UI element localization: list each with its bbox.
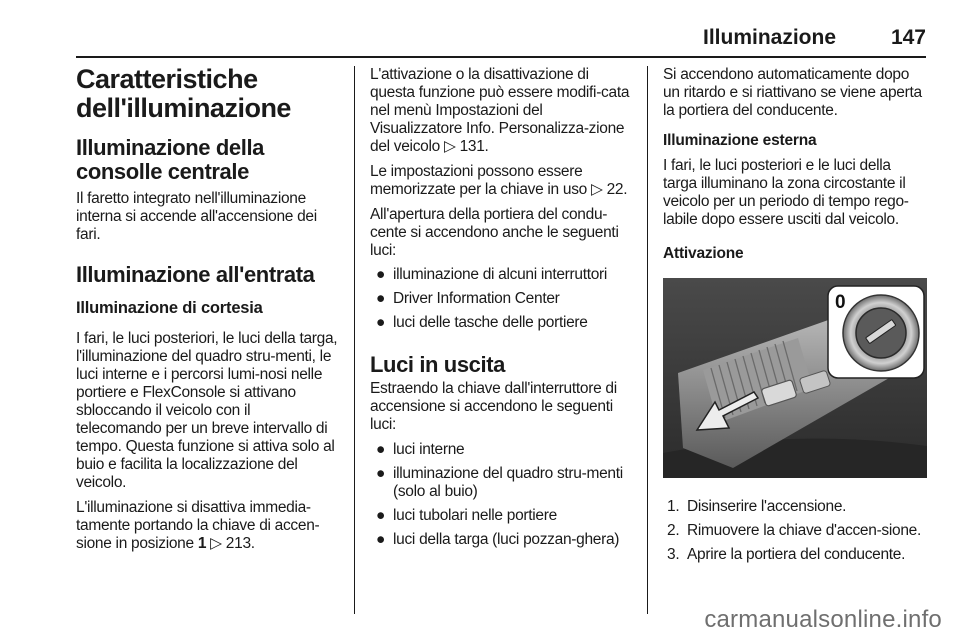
bullet-icon: ● xyxy=(376,441,386,458)
exit-heading: Luci in uscita xyxy=(370,352,505,377)
bullet-icon: ● xyxy=(376,266,386,283)
courtesy-heading: Illuminazione di cortesia xyxy=(76,299,263,317)
section-title: Caratteristiche dell'illuminazione xyxy=(76,64,291,123)
key-position: 1 xyxy=(197,535,207,552)
ignition-key-svg xyxy=(663,278,927,478)
activation-heading: Attivazione xyxy=(663,245,744,262)
header-rule xyxy=(76,56,926,58)
exit-text: Estraendo la chiave dall'interruttore di accensione si accendono le seguenti luci: xyxy=(370,380,617,433)
settings-text: L'attivazione o la disattivazione di questa funzione può essere modifi-cata nel menù Impostazioni del Visualizzatore Info. Personalizza-zione del veicolo ▷ 131. xyxy=(370,66,630,155)
page-ref: 22. xyxy=(602,181,628,198)
list-item: ● illuminazione del quadro stru-menti (solo al buio) xyxy=(376,465,623,500)
auto-text: Si accendono automaticamente dopo un ritardo e si riattivano se viene aperta la portiera del conducente. xyxy=(663,66,922,119)
console-text: Il faretto integrato nell'illuminazione interna si accende all'accensione dei fari. xyxy=(76,190,317,243)
page-ref: 131. xyxy=(455,138,489,155)
list-item: ● luci delle tasche delle portiere xyxy=(376,314,588,331)
bullet-icon: ● xyxy=(376,290,386,307)
exit-lights-list xyxy=(370,441,632,549)
watermark: carmanualsonline.info xyxy=(704,606,942,633)
list-item: ● illuminazione di alcuni interruttori xyxy=(376,266,608,283)
page-ref-arrow-icon: ▷ xyxy=(590,181,603,198)
exterior-heading: Illuminazione esterna xyxy=(663,132,817,149)
figure-label: 0 xyxy=(835,292,846,313)
column-1 xyxy=(76,66,338,553)
console-heading: Illuminazione della consolle centrale xyxy=(76,135,264,184)
page-ref-arrow-icon: ▷ xyxy=(210,535,222,552)
bullet-icon: ● xyxy=(376,531,386,548)
bullet-icon: ● xyxy=(376,314,386,331)
list-item: ● luci tubolari nelle portiere xyxy=(376,507,557,524)
exterior-text: I fari, le luci posteriori e le luci della targa illuminano la zona circostante il veicolo per un periodo di tempo rego-labile dopo essere usciti dal veicolo. xyxy=(663,157,909,228)
bullet-icon: ● xyxy=(376,507,386,524)
list-item: ● Driver Information Center xyxy=(376,290,560,307)
column-3 xyxy=(663,66,927,564)
ignition-key-illustration xyxy=(663,278,927,478)
page-header xyxy=(76,26,926,52)
page-number: 147 xyxy=(890,26,926,49)
list-item: ● luci della targa (luci pozzan-ghera) xyxy=(376,531,620,548)
deactivation-text: L'illuminazione si disattiva immedia-tamente portando la chiave di accen-sione in posizione 1 ▷ 213. xyxy=(76,499,320,552)
page-ref: 213. xyxy=(221,535,255,552)
page-ref-arrow-icon: ▷ xyxy=(443,138,456,155)
door-text: All'apertura della portiera del condu-cente si accendono anche le seguenti luci: xyxy=(370,206,619,259)
memory-text: Le impostazioni possono essere memorizzate per la chiave in uso ▷ 22. xyxy=(370,163,628,198)
column-2 xyxy=(370,66,632,549)
steps-list xyxy=(663,498,927,564)
entry-heading: Illuminazione all'entrata xyxy=(76,262,315,287)
courtesy-text: I fari, le luci posteriori, le luci della targa, l'illuminazione del quadro stru-menti, le luci interne e i percorsi lumi-nosi nelle portiere e FlexConsole si attivano sbloccando il veicolo con il telecomando per un breve intervallo di tempo. Questa funzione si attiva solo al buio e facilita la localizzazione del veicolo. xyxy=(76,330,338,491)
list-item: 2. Rimuovere la chiave d'accen-sione. xyxy=(667,522,921,539)
header-title: Illuminazione xyxy=(702,26,836,49)
column-divider-2 xyxy=(647,66,648,614)
list-item: ● luci interne xyxy=(376,441,465,458)
column-divider-1 xyxy=(354,66,355,614)
list-item: 1. Disinserire l'accensione. xyxy=(667,498,847,515)
bullet-icon: ● xyxy=(376,465,386,482)
door-lights-list xyxy=(370,266,632,332)
list-item: 3. Aprire la portiera del conducente. xyxy=(667,546,906,563)
